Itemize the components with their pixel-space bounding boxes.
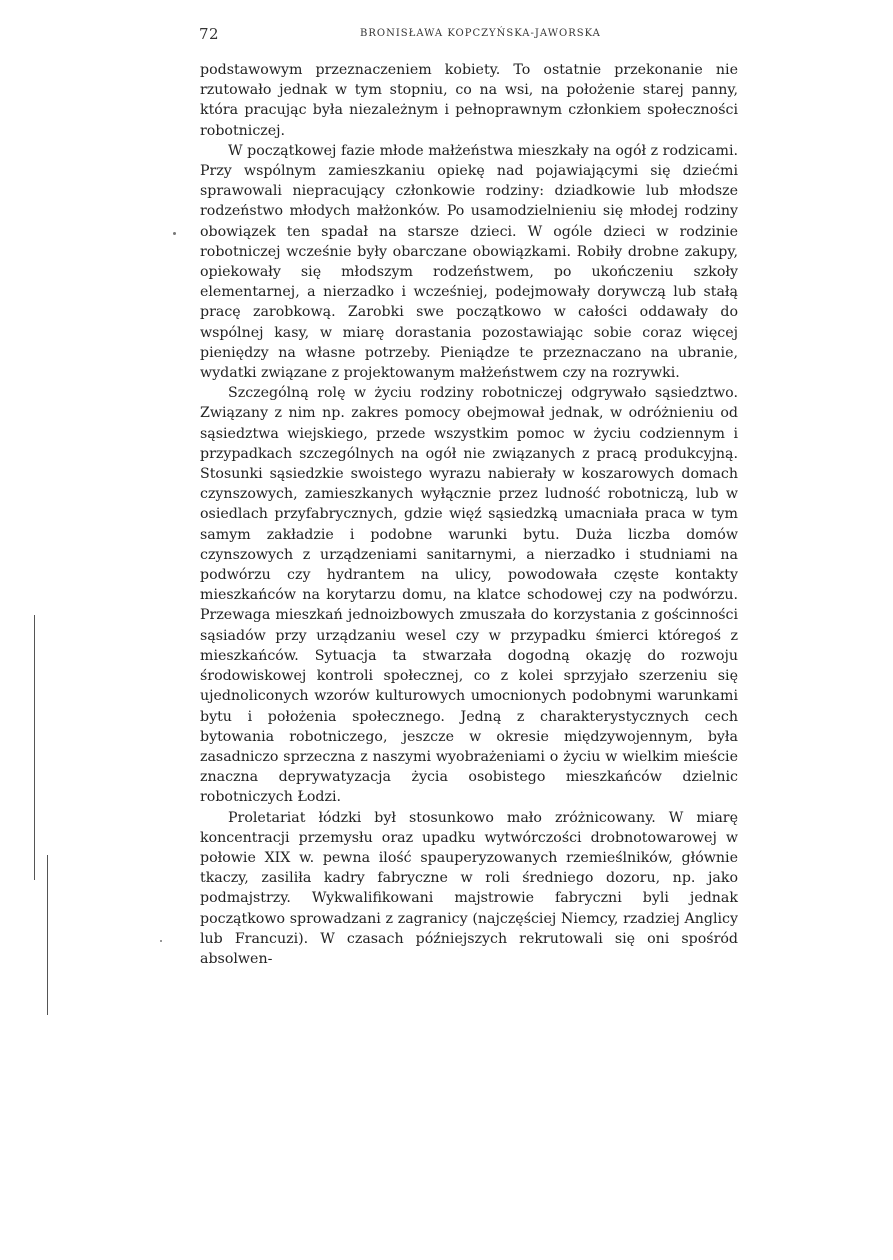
running-head: BRONISŁAWA KOPCZYŃSKA-JAWORSKA <box>360 28 601 39</box>
body-text <box>200 60 738 969</box>
margin-scan-line <box>34 615 35 880</box>
paragraph-continuation: podstawowym przeznaczeniem kobiety. To ostatnie przekonanie nie rzutowało jednak w tym stopniu, co na wsi, na położenie starej panny, która pracując była niezależnym i pełnoprawnym członkiem społeczności robotniczej. <box>200 62 738 139</box>
scan-speck <box>173 232 176 235</box>
scan-speck <box>160 940 162 942</box>
paragraph: W początkowej fazie młode małżeństwa mieszkały na ogół z rodzicami. Przy wspólnym zamieszkaniu opiekę nad pojawiającymi się dziećmi sprawowali niepracujący członkowie rodziny: dziadkowie lub młodsze rodzeństwo młodych małżonków. Po usamodzielnieniu się młodej rodziny obowiązek ten spadał na starsze dzieci. W ogóle dzieci w rodzinie robotniczej wcześnie były obarczane obowiązkami. Robiły drobne zakupy, opiekowały się młodszym rodzeństwem, po ukończeniu szkoły elementarnej, a nierzadko i wcześniej, podejmowały dorywczą lub stałą pracę zarobkową. Zarobki swe początkowo w całości oddawały do wspólnej kasy, w miarę dorastania pozostawiając sobie coraz więcej pieniędzy na własne potrzeby. Pieniądze te przeznaczano na ubranie, wydatki związane z projektowanym małżeństwem czy na rozrywki. <box>200 142 738 382</box>
margin-scan-line <box>47 855 48 1015</box>
paragraph: Szczególną rolę w życiu rodziny robotniczej odgrywało sąsiedztwo. Związany z nim np. zakres pomocy obejmował jednak, w odróżnieniu od sąsiedztwa wiejskiego, przede wszystkim pomoc w życiu codziennym i przypadkach szczególnych na ogół nie związanych z pracą produkcyjną. Stosunki sąsiedzkie swoistego wyrazu nabierały w koszarowych domach czynszowych, zamieszkanych wyłącznie przez ludność robotniczą, lub w osiedlach przyfabrycznych, gdzie więź sąsiedzką umacniała praca w tym samym zakładzie i podobne warunki bytu. Duża liczba domów czynszowych z urządzeniami sanitarnymi, a nierzadko i studniami na podwórzu czy hydrantem na ulicy, powodowała częste kontakty mieszkańców na korytarzu domu, na klatce schodowej czy na podwórzu. Przewaga mieszkań jednoizbowych zmuszała do korzystania z gościnności sąsiadów przy urządzaniu wesel czy w przypadku śmierci któregoś z mieszkańców. Sytuacja ta stwarzała dogodną okazję do rozwoju środowiskowej kontroli społecznej, co z kolei sprzyjało szerzeniu się ujednoliconych wzorów kulturowych umocnionych podobnymi warunkami bytu i położenia społecznego. Jedną z charakterystycznych cech bytowania robotniczego, jeszcze w okresie międzywojennym, była zasadniczo sprzeczna z naszymi wyobrażeniami o życiu w wielkim mieście znaczna deprywatyzacja życia osobistego mieszkańców dzielnic robotniczych Łodzi. <box>200 385 738 806</box>
paragraph: Proletariat łódzki był stosunkowo mało zróżnicowany. W miarę koncentracji przemysłu oraz upadku wytwórczości drobnotowarowej w połowie XIX w. pewna ilość spauperyzowanych rzemieślników, głównie tkaczy, zasiliła kadry fabryczne w roli średniego dozoru, np. jako podmajstrzy. Wykwalifikowani majstrowie fabryczni byli jednak początkowo sprowadzani z zagranicy (najczęściej Niemcy, rzadziej Anglicy lub Francuzi). W czasach późniejszych rekrutowali się oni spośród absolwen- <box>200 809 738 967</box>
page-number: 72 <box>199 25 220 43</box>
